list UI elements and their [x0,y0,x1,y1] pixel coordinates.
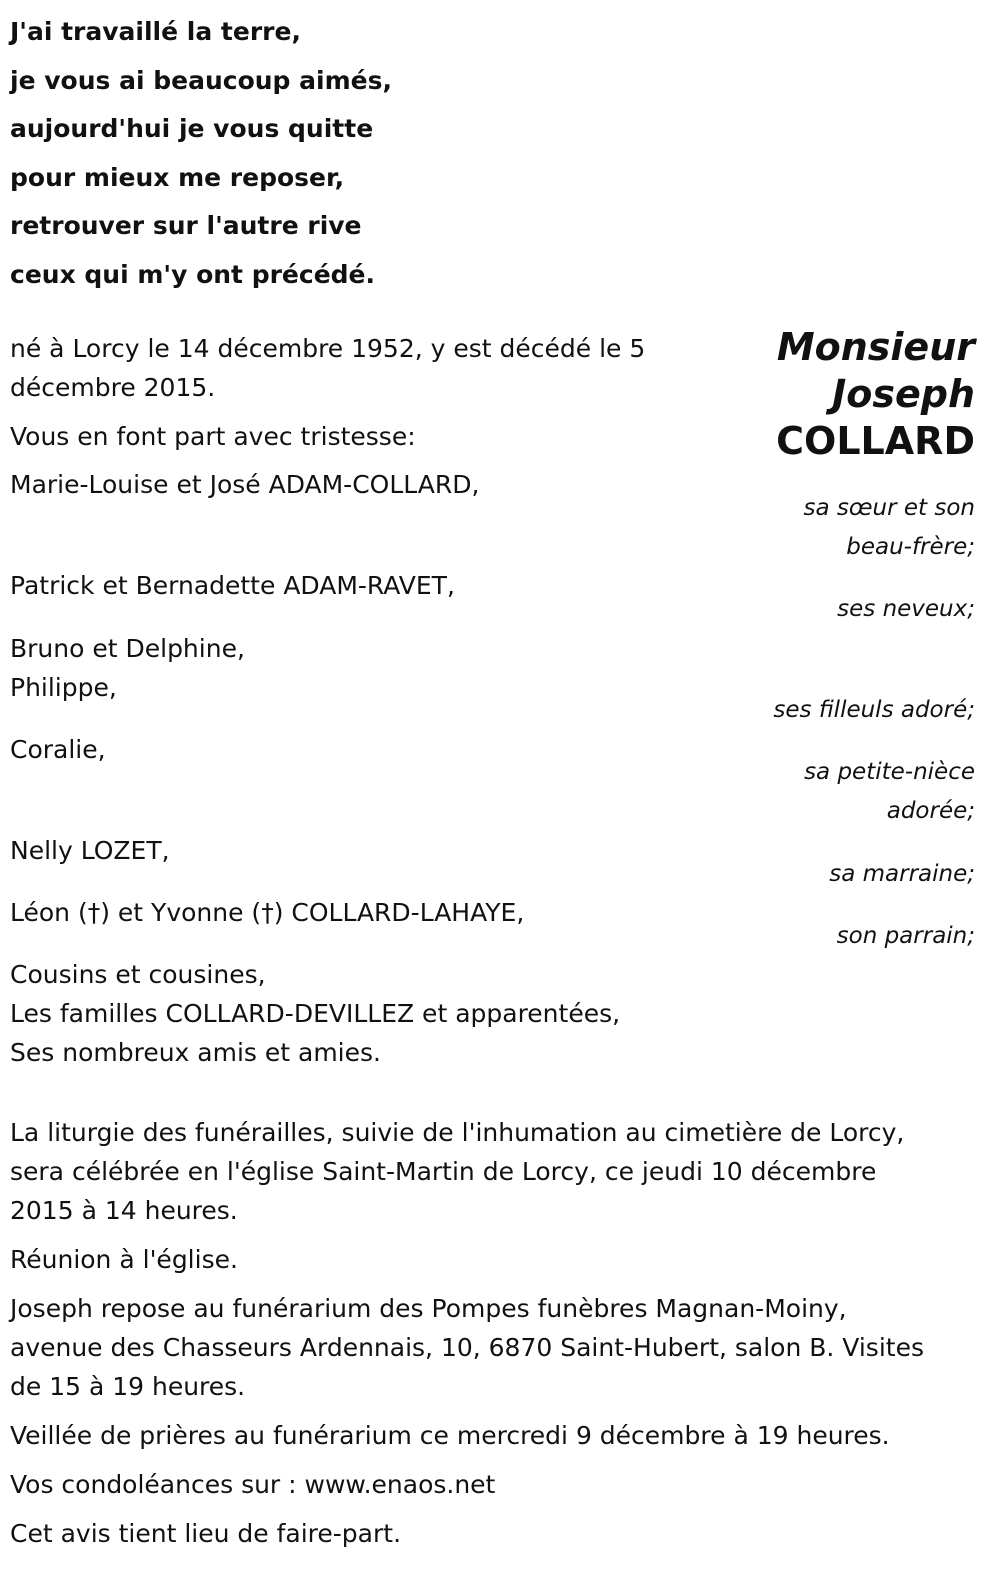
relation-godmother: sa marraine; [829,861,975,887]
relation-godfather: son parrain; [836,923,975,949]
liturgy-text: La liturgie des funérailles, suivie de l'inhumation au cimetière de Lorcy, [10,1118,905,1147]
relation-sister: sa sœur et son beau-frère; [803,495,975,560]
family-grandniece: Coralie, [10,735,106,764]
relation-nephews: ses neveux; [837,596,975,622]
cross-icon: † [87,898,101,927]
poem-line: J'ai travaillé la terre, [10,17,301,46]
poem-line: ceux qui m'y ont précédé. [10,259,376,289]
cross-icon: † [261,898,274,927]
family-godchild: Philippe, [10,673,117,702]
deceased-name [776,324,975,465]
poem-line: je vous ai beaucoup aimés, [10,65,392,95]
birth-death-line: décembre 2015. [10,373,216,402]
family-godmother: Nelly LOZET, [10,836,170,865]
family-cousins: Cousins et cousines, [10,960,266,989]
family-friends: Ses nombreux amis et amies. [10,1038,381,1067]
poem-line: aujourd'hui je vous quitte [10,114,374,143]
family-godfather: Léon (†) et Yvonne (†) COLLARD-LAHAYE, [10,898,525,927]
family-godchild: Bruno et Delphine, [10,634,245,663]
meeting-text: Réunion à l'église. [10,1245,238,1274]
condolences-text: Vos condoléances sur : www.enaos.net [10,1470,496,1499]
relation-godchildren: ses filleuls adoré; [773,697,975,723]
deceased-first-name: Joseph [832,372,975,416]
poem-line: pour mieux me reposer, [10,162,345,192]
liturgy-text: 2015 à 14 heures. [10,1196,238,1225]
poem-line: retrouver sur l'autre rive [10,211,362,240]
notice-text: Cet avis tient lieu de faire-part. [10,1519,402,1548]
rest-text: de 15 à 19 heures. [10,1372,246,1401]
announcement-intro: Vous en font part avec tristesse: [10,422,416,451]
deceased-title: Monsieur [776,325,975,369]
birth-death-line: né à Lorcy le 14 décembre 1952, y est décédé le 5 [10,334,646,363]
family-families: Les familles COLLARD-DEVILLEZ et apparentées, [10,999,621,1028]
family-sister: Marie-Louise et José ADAM-COLLARD, [10,470,480,499]
rest-text: avenue des Chasseurs Ardennais, 10, 6870 Saint-Hubert, salon B. Visites [10,1333,924,1362]
family-nephews: Patrick et Bernadette ADAM-RAVET, [10,571,455,600]
deceased-last-name: COLLARD [776,419,975,463]
vigil-text: Veillée de prières au funérarium ce mercredi 9 décembre à 19 heures. [10,1421,890,1450]
relation-grandniece: sa petite-nièce adorée; [804,759,975,824]
liturgy-text: sera célébrée en l'église Saint-Martin de Lorcy, ce jeudi 10 décembre [10,1157,877,1186]
rest-text: Joseph repose au funérarium des Pompes funèbres Magnan-Moiny, [10,1294,847,1323]
poem [10,8,610,299]
